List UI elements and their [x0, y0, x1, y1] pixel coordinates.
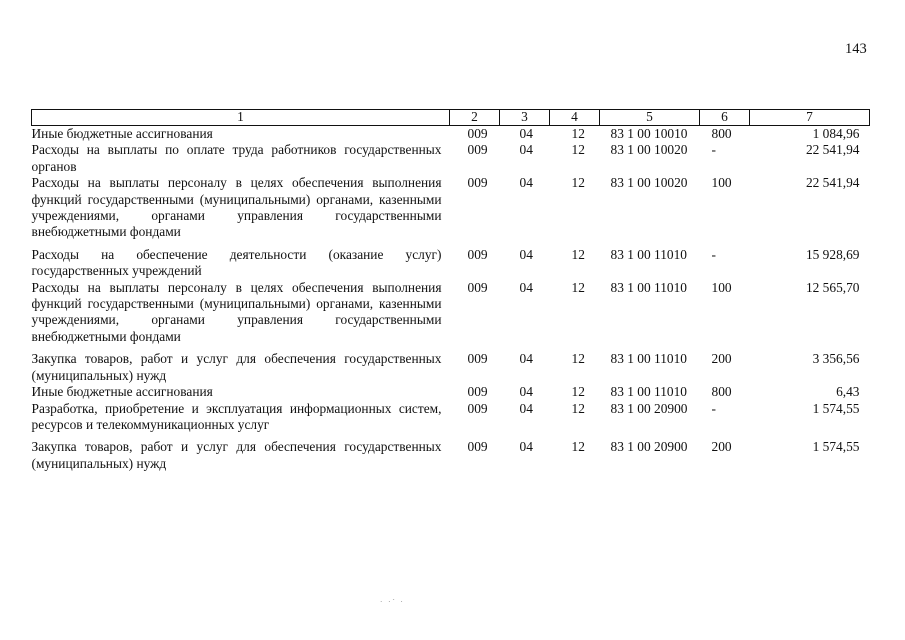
- cell-code: 009: [467, 246, 488, 262]
- column-header: 5: [600, 110, 700, 126]
- cell-amount: 12 565,70: [805, 279, 860, 295]
- row-name: Иные бюджетные ассигнования: [31, 126, 213, 141]
- table-row: [32, 175, 870, 247]
- row-name: Разработка, приобретение и эксплуатация информационных систем, ресурсов и телекоммуникационных услуг: [31, 400, 442, 432]
- cell-code: 009: [467, 175, 488, 191]
- scan-artifact: · ·ˊ ·: [380, 598, 405, 606]
- cell-type: 200: [711, 351, 732, 367]
- cell-target: 83 1 00 10020: [610, 142, 688, 158]
- table-row: [32, 247, 870, 280]
- cell-target: 83 1 00 10020: [610, 175, 688, 191]
- cell-code: 009: [467, 126, 488, 141]
- cell-subsection: 12: [571, 351, 585, 367]
- cell-target: 83 1 00 11010: [610, 384, 687, 400]
- cell-subsection: 12: [571, 400, 585, 416]
- cell-code: 009: [467, 400, 488, 416]
- cell-amount: 1 574,55: [812, 400, 860, 416]
- row-name: Иные бюджетные ассигнования: [31, 384, 213, 400]
- cell-type: -: [711, 142, 716, 158]
- table-row: [32, 439, 870, 472]
- cell-subsection: 12: [571, 142, 585, 158]
- cell-type: -: [711, 400, 716, 416]
- cell-type: 800: [711, 126, 732, 141]
- row-name: Расходы на выплаты персоналу в целях обеспечения выполнения функций государственными (муниципальными) органами, казенными учреждениями, органами управления государственными внебюджетными фондами: [31, 279, 442, 344]
- row-name: Закупка товаров, работ и услуг для обеспечения государственных (муниципальных) нужд: [31, 439, 442, 471]
- cell-amount: 6,43: [836, 384, 860, 400]
- cell-section: 04: [519, 175, 533, 191]
- cell-subsection: 12: [571, 175, 585, 191]
- page-number: 143: [845, 41, 867, 57]
- row-name: Закупка товаров, работ и услуг для обеспечения государственных (муниципальных) нужд: [31, 351, 442, 383]
- cell-section: 04: [519, 439, 533, 455]
- cell-target: 83 1 00 20900: [610, 439, 688, 455]
- cell-amount: 22 541,94: [805, 175, 860, 191]
- header-row: [32, 110, 870, 126]
- table-row: [32, 126, 870, 143]
- table-row: [32, 280, 870, 352]
- cell-amount: 3 356,56: [812, 351, 860, 367]
- cell-subsection: 12: [571, 126, 585, 141]
- cell-type: 800: [711, 384, 732, 400]
- cell-section: 04: [519, 126, 533, 141]
- column-header: 4: [550, 110, 600, 126]
- cell-type: 100: [711, 175, 732, 191]
- cell-subsection: 12: [571, 439, 585, 455]
- cell-amount: 1 084,96: [812, 126, 860, 141]
- cell-subsection: 12: [571, 246, 585, 262]
- cell-section: 04: [519, 351, 533, 367]
- cell-subsection: 12: [571, 384, 585, 400]
- cell-section: 04: [519, 246, 533, 262]
- table-row: [32, 351, 870, 384]
- column-header: 2: [450, 110, 500, 126]
- cell-code: 009: [467, 351, 488, 367]
- cell-amount: 1 574,55: [812, 439, 860, 455]
- cell-code: 009: [467, 439, 488, 455]
- column-header: 6: [700, 110, 750, 126]
- cell-code: 009: [467, 279, 488, 295]
- cell-amount: 22 541,94: [805, 142, 860, 158]
- cell-code: 009: [467, 142, 488, 158]
- cell-target: 83 1 00 11010: [610, 246, 687, 262]
- table-row: [32, 401, 870, 440]
- cell-type: 200: [711, 439, 732, 455]
- column-header: 7: [750, 110, 870, 126]
- cell-target: 83 1 00 10010: [610, 126, 688, 141]
- cell-target: 83 1 00 11010: [610, 279, 687, 295]
- cell-amount: 15 928,69: [805, 246, 860, 262]
- column-header: 1: [32, 110, 450, 126]
- cell-section: 04: [519, 400, 533, 416]
- row-name: Расходы на выплаты по оплате труда работников государственных органов: [31, 142, 442, 174]
- cell-section: 04: [519, 279, 533, 295]
- table-row: [32, 384, 870, 400]
- row-name: Расходы на выплаты персоналу в целях обеспечения выполнения функций государственными (муниципальными) органами, казенными учреждениями, органами управления государственными внебюджетными фондами: [31, 175, 442, 240]
- budget-table: [31, 109, 870, 472]
- cell-type: 100: [711, 279, 732, 295]
- column-header: 3: [500, 110, 550, 126]
- cell-section: 04: [519, 384, 533, 400]
- row-name: Расходы на обеспечение деятельности (оказание услуг) государственных учреждений: [31, 246, 442, 279]
- cell-target: 83 1 00 20900: [610, 400, 688, 416]
- cell-type: -: [711, 246, 716, 262]
- cell-section: 04: [519, 142, 533, 158]
- cell-subsection: 12: [571, 279, 585, 295]
- cell-code: 009: [467, 384, 488, 400]
- cell-target: 83 1 00 11010: [610, 351, 687, 367]
- table-row: [32, 142, 870, 175]
